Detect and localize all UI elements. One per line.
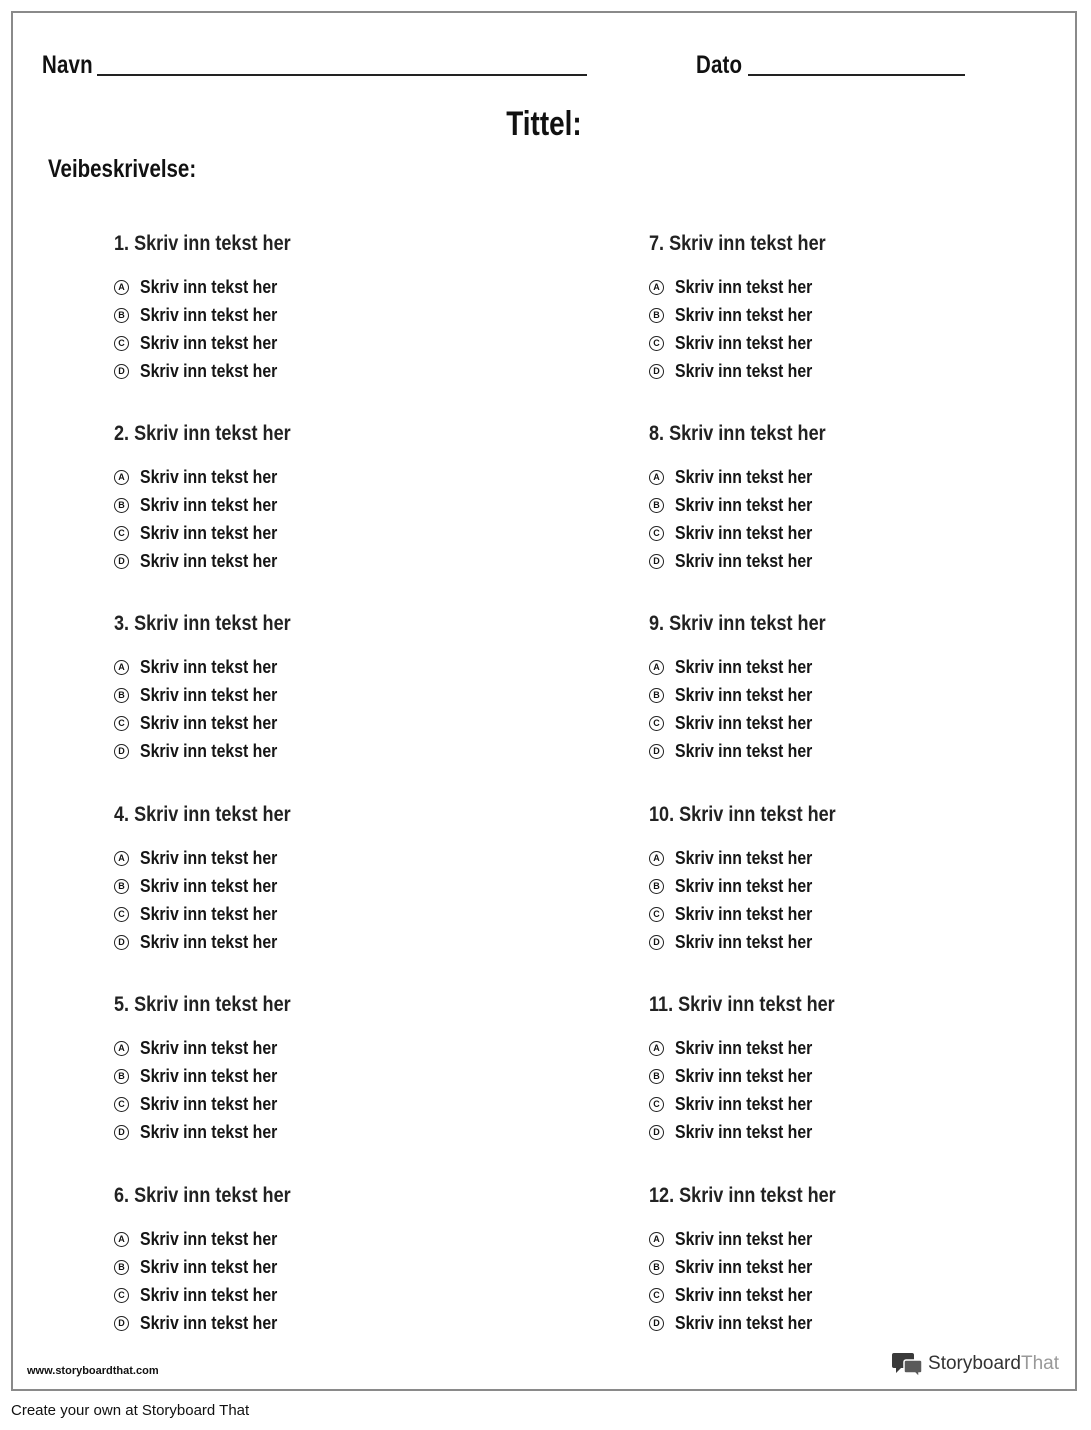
answer-option[interactable] [114, 872, 554, 900]
answer-bubble[interactable]: D [649, 1125, 664, 1140]
answer-bubble[interactable]: C [114, 526, 129, 541]
answer-bubble[interactable]: C [649, 1097, 664, 1112]
answer-option[interactable] [649, 900, 1089, 928]
description-label: Veibeskrivelse: [48, 155, 197, 183]
answer-option-text: Skriv inn tekst her [675, 550, 813, 571]
question-text: 6. Skriv inn tekst her [114, 1184, 291, 1207]
answer-option-text: Skriv inn tekst her [675, 875, 813, 896]
answer-bubble[interactable]: B [649, 498, 664, 513]
answer-bubble[interactable]: D [649, 554, 664, 569]
answer-bubble[interactable]: A [649, 470, 664, 485]
answer-option[interactable] [649, 491, 1089, 519]
answer-bubble[interactable]: D [649, 744, 664, 759]
answer-option[interactable] [649, 1034, 1089, 1062]
question-text: 11. Skriv inn tekst her [649, 993, 835, 1016]
answer-option[interactable] [114, 1034, 554, 1062]
answer-option-text: Skriv inn tekst her [140, 550, 278, 571]
answer-option[interactable] [649, 1062, 1089, 1090]
answer-option-text: Skriv inn tekst her [675, 903, 813, 924]
answer-option-text: Skriv inn tekst her [675, 360, 813, 381]
answer-bubble[interactable]: D [114, 935, 129, 950]
answer-option[interactable] [649, 653, 1089, 681]
question-12 [649, 1183, 1089, 1337]
answer-option-text: Skriv inn tekst her [140, 931, 278, 952]
answer-option[interactable] [114, 547, 554, 575]
answer-option[interactable] [649, 872, 1089, 900]
answer-bubble[interactable]: A [114, 470, 129, 485]
answer-option-text: Skriv inn tekst her [675, 712, 813, 733]
answer-option-text: Skriv inn tekst her [675, 1312, 813, 1333]
answer-option[interactable] [114, 1309, 554, 1337]
answer-option-text: Skriv inn tekst her [140, 1093, 278, 1114]
question-10 [649, 802, 1089, 956]
answer-option[interactable] [114, 681, 554, 709]
answer-option[interactable] [649, 1090, 1089, 1118]
answer-option[interactable] [649, 1281, 1089, 1309]
answer-option-text: Skriv inn tekst her [675, 1284, 813, 1305]
question-4 [114, 802, 554, 956]
answer-option-text: Skriv inn tekst her [140, 1121, 278, 1142]
question-5 [114, 992, 554, 1146]
answer-option[interactable] [649, 547, 1089, 575]
answer-option-text: Skriv inn tekst her [140, 522, 278, 543]
answer-option[interactable] [649, 1118, 1089, 1146]
answer-bubble[interactable]: C [114, 716, 129, 731]
answer-bubble[interactable]: A [649, 851, 664, 866]
page-title: Tittel: [506, 105, 582, 143]
answer-option-text: Skriv inn tekst her [675, 656, 813, 677]
question-7 [649, 231, 1089, 385]
question-text: 1. Skriv inn tekst her [114, 232, 291, 255]
answer-option[interactable] [649, 737, 1089, 765]
answer-option-text: Skriv inn tekst her [675, 1228, 813, 1249]
answer-option-text: Skriv inn tekst her [140, 712, 278, 733]
answer-option[interactable] [649, 1253, 1089, 1281]
answer-option[interactable] [114, 928, 554, 956]
question-6 [114, 1183, 554, 1337]
answer-option-text: Skriv inn tekst her [675, 276, 813, 297]
answer-bubble[interactable]: B [649, 308, 664, 323]
question-9 [649, 611, 1089, 765]
answer-option[interactable] [649, 463, 1089, 491]
answer-option-text: Skriv inn tekst her [675, 740, 813, 761]
worksheet-page [11, 11, 1077, 1391]
answer-option[interactable] [649, 1225, 1089, 1253]
answer-bubble[interactable]: D [114, 554, 129, 569]
answer-option[interactable] [114, 301, 554, 329]
question-text: 9. Skriv inn tekst her [649, 612, 826, 635]
answer-bubble[interactable]: C [114, 1288, 129, 1303]
question-text: 8. Skriv inn tekst her [649, 422, 826, 445]
answer-option-text: Skriv inn tekst her [140, 466, 278, 487]
answer-bubble[interactable]: A [649, 1041, 664, 1056]
name-label: Navn [42, 51, 93, 79]
answer-option-text: Skriv inn tekst her [140, 1256, 278, 1277]
answer-option-text: Skriv inn tekst her [140, 684, 278, 705]
speech-bubbles-icon [892, 1351, 924, 1377]
answer-option[interactable] [114, 1090, 554, 1118]
answer-bubble[interactable]: A [114, 1041, 129, 1056]
answer-bubble[interactable]: D [114, 364, 129, 379]
answer-option-text: Skriv inn tekst her [675, 1121, 813, 1142]
answer-option[interactable] [649, 329, 1089, 357]
answer-option[interactable] [649, 519, 1089, 547]
answer-option-text: Skriv inn tekst her [675, 522, 813, 543]
answer-option[interactable] [114, 463, 554, 491]
credit-link[interactable]: Create your own at Storyboard That [11, 1402, 250, 1419]
answer-option[interactable] [649, 681, 1089, 709]
answer-bubble[interactable]: A [114, 851, 129, 866]
answer-option-text: Skriv inn tekst her [140, 875, 278, 896]
answer-option-text: Skriv inn tekst her [140, 1065, 278, 1086]
answer-bubble[interactable]: D [649, 1316, 664, 1331]
answer-option-text: Skriv inn tekst her [675, 466, 813, 487]
answer-bubble[interactable]: B [649, 1260, 664, 1275]
answer-option-text: Skriv inn tekst her [675, 1093, 813, 1114]
answer-option-text: Skriv inn tekst her [140, 494, 278, 515]
question-1 [114, 231, 554, 385]
answer-bubble[interactable]: B [649, 688, 664, 703]
storyboardthat-logo [892, 1351, 1059, 1377]
answer-option[interactable] [114, 1118, 554, 1146]
answer-option-text: Skriv inn tekst her [675, 332, 813, 353]
answer-option[interactable] [114, 709, 554, 737]
answer-option[interactable] [114, 737, 554, 765]
date-label: Dato [696, 51, 743, 79]
answer-bubble[interactable]: A [114, 1232, 129, 1247]
answer-bubble[interactable]: C [649, 907, 664, 922]
question-3 [114, 611, 554, 765]
answer-bubble[interactable]: B [649, 879, 664, 894]
answer-option[interactable] [114, 900, 554, 928]
answer-option-text: Skriv inn tekst her [140, 304, 278, 325]
answer-bubble[interactable]: D [114, 1316, 129, 1331]
answer-bubble[interactable]: C [114, 1097, 129, 1112]
answer-bubble[interactable]: D [114, 1125, 129, 1140]
answer-option[interactable] [649, 709, 1089, 737]
answer-option[interactable] [114, 357, 554, 385]
question-11 [649, 992, 1089, 1146]
answer-bubble[interactable]: D [649, 935, 664, 950]
answer-option-text: Skriv inn tekst her [675, 1037, 813, 1058]
answer-bubble[interactable]: C [649, 336, 664, 351]
answer-option-text: Skriv inn tekst her [140, 1284, 278, 1305]
footer-url: www.storyboardthat.com [27, 1365, 159, 1377]
answer-option-text: Skriv inn tekst her [140, 1228, 278, 1249]
answer-option-text: Skriv inn tekst her [675, 1065, 813, 1086]
answer-bubble[interactable]: B [114, 688, 129, 703]
answer-option-text: Skriv inn tekst her [675, 304, 813, 325]
answer-option[interactable] [114, 519, 554, 547]
answer-bubble[interactable]: B [114, 1069, 129, 1084]
answer-option[interactable] [114, 1253, 554, 1281]
answer-option-text: Skriv inn tekst her [140, 903, 278, 924]
answer-option[interactable] [649, 844, 1089, 872]
answer-bubble[interactable]: A [114, 660, 129, 675]
date-field[interactable] [748, 74, 965, 76]
answer-option[interactable] [649, 928, 1089, 956]
question-8 [649, 421, 1089, 575]
answer-bubble[interactable]: A [114, 280, 129, 295]
brand-light: That [1020, 1353, 1059, 1374]
answer-option[interactable] [649, 1309, 1089, 1337]
answer-option-text: Skriv inn tekst her [140, 847, 278, 868]
name-field[interactable] [97, 74, 587, 76]
answer-bubble[interactable]: C [114, 336, 129, 351]
answer-option[interactable] [114, 273, 554, 301]
answer-option[interactable] [649, 273, 1089, 301]
answer-option-text: Skriv inn tekst her [140, 740, 278, 761]
answer-option[interactable] [114, 844, 554, 872]
answer-option-text: Skriv inn tekst her [140, 360, 278, 381]
answer-bubble[interactable]: B [649, 1069, 664, 1084]
answer-bubble[interactable]: A [649, 1232, 664, 1247]
question-2 [114, 421, 554, 575]
answer-option[interactable] [114, 1225, 554, 1253]
answer-option-text: Skriv inn tekst her [140, 1037, 278, 1058]
answer-bubble[interactable]: C [114, 907, 129, 922]
answer-option[interactable] [114, 1281, 554, 1309]
brand-bold: Storyboard [928, 1353, 1021, 1374]
answer-bubble[interactable]: D [114, 744, 129, 759]
question-text: 7. Skriv inn tekst her [649, 232, 826, 255]
answer-bubble[interactable]: C [649, 716, 664, 731]
question-text: 4. Skriv inn tekst her [114, 803, 291, 826]
answer-bubble[interactable]: A [649, 280, 664, 295]
answer-bubble[interactable]: B [114, 498, 129, 513]
question-text: 12. Skriv inn tekst her [649, 1184, 836, 1207]
answer-option-text: Skriv inn tekst her [140, 332, 278, 353]
answer-option-text: Skriv inn tekst her [675, 931, 813, 952]
question-text: 10. Skriv inn tekst her [649, 803, 836, 826]
answer-option[interactable] [114, 1062, 554, 1090]
answer-option-text: Skriv inn tekst her [675, 684, 813, 705]
answer-option[interactable] [114, 491, 554, 519]
answer-bubble[interactable]: C [649, 1288, 664, 1303]
answer-option[interactable] [649, 357, 1089, 385]
answer-option-text: Skriv inn tekst her [140, 656, 278, 677]
answer-option-text: Skriv inn tekst her [675, 1256, 813, 1277]
answer-option[interactable] [114, 653, 554, 681]
answer-bubble[interactable]: B [114, 308, 129, 323]
answer-option[interactable] [114, 329, 554, 357]
answer-option-text: Skriv inn tekst her [675, 494, 813, 515]
answer-bubble[interactable]: B [114, 1260, 129, 1275]
answer-option[interactable] [649, 301, 1089, 329]
answer-bubble[interactable]: C [649, 526, 664, 541]
question-text: 5. Skriv inn tekst her [114, 993, 291, 1016]
answer-option-text: Skriv inn tekst her [140, 276, 278, 297]
answer-option-text: Skriv inn tekst her [140, 1312, 278, 1333]
question-text: 2. Skriv inn tekst her [114, 422, 291, 445]
answer-bubble[interactable]: B [114, 879, 129, 894]
answer-bubble[interactable]: A [649, 660, 664, 675]
question-text: 3. Skriv inn tekst her [114, 612, 291, 635]
answer-option-text: Skriv inn tekst her [675, 847, 813, 868]
answer-bubble[interactable]: D [649, 364, 664, 379]
